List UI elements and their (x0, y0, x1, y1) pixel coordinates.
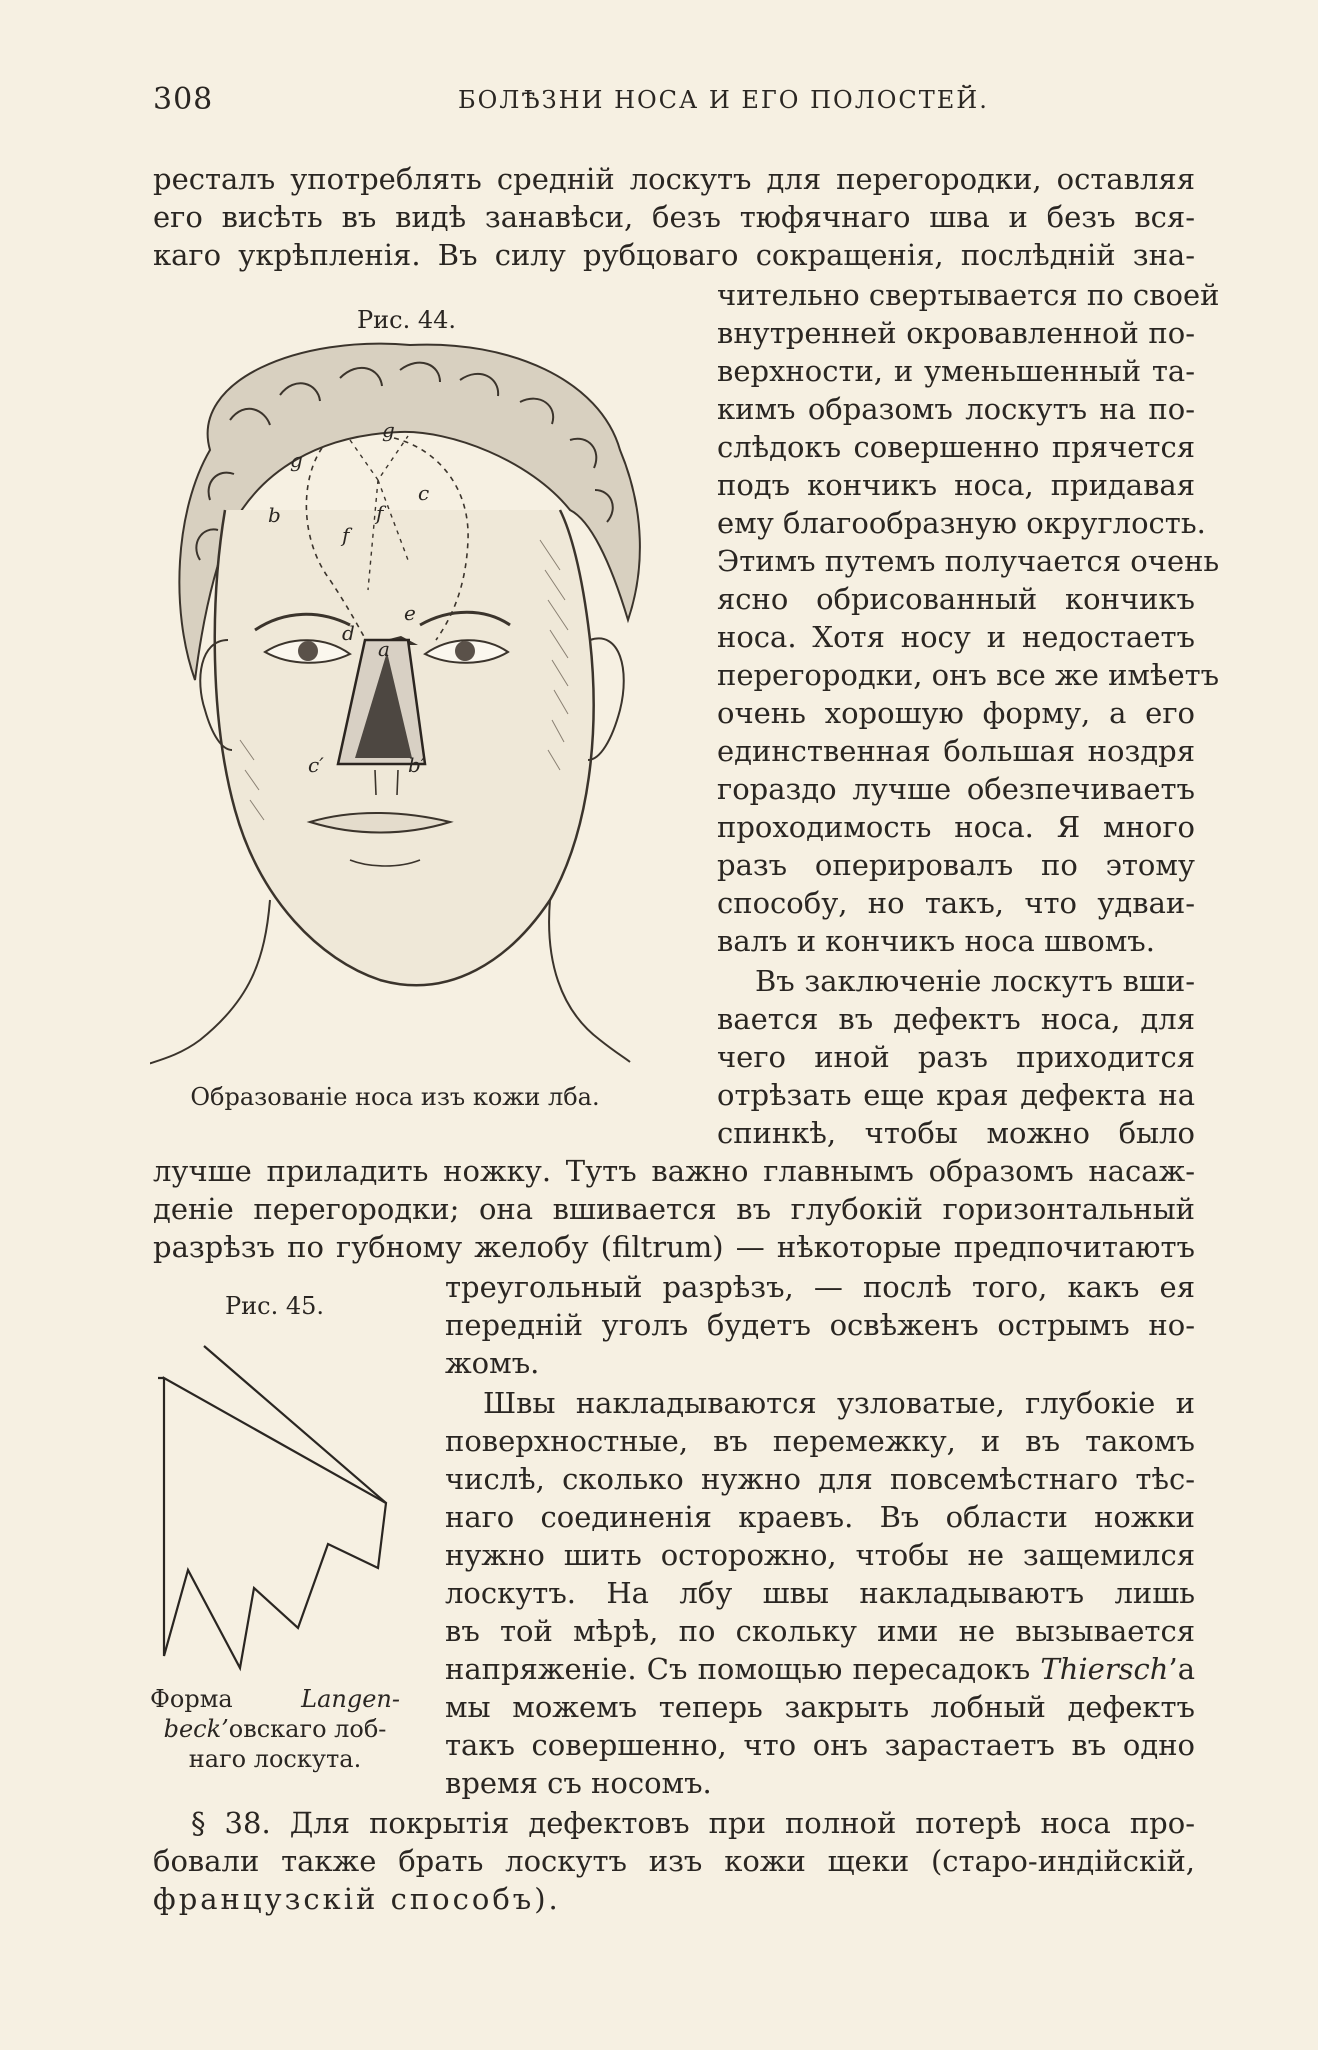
figure-letter: b (268, 503, 281, 527)
text-line: Этимъ путемъ получается очень (717, 544, 1220, 578)
text-line: подъ кончикъ носа, придавая (717, 468, 1195, 502)
text-line: чего иной разъ приходится (717, 1040, 1195, 1074)
figure-45-caption (150, 1684, 400, 1774)
pupil (455, 641, 475, 661)
text-line: такъ совершенно, что онъ зарастаетъ въ одно (445, 1728, 1195, 1762)
text-line: ясно обрисованный кончикъ (717, 582, 1195, 616)
text-line: чительно свертывается по своей (717, 278, 1220, 312)
text-line: единственная большая ноздря (717, 734, 1195, 768)
text-line: способу, но такъ, что удваи- (717, 886, 1195, 920)
text-line: спинкѣ, чтобы можно было (717, 1116, 1195, 1150)
text-line: носа. Хотя носу и недостаетъ (717, 620, 1195, 654)
text-line: бовали также брать лоскутъ изъ кожи щеки (старо-индійскій, (153, 1844, 1195, 1878)
figure-letter: f (376, 501, 384, 525)
text-segment: напряженіе. Съ помощью пересадокъ (445, 1652, 1041, 1686)
figure-44-label: Рис. 44. (357, 306, 457, 334)
caption-text: овскаго лоб- (228, 1715, 387, 1743)
text-line: гораздо лучше обезпечиваетъ (717, 772, 1195, 806)
figure-44-caption: Образованіе носа изъ кожи лба. (190, 1083, 600, 1111)
text-line: отрѣзать еще края дефекта на (717, 1078, 1195, 1112)
text-line: очень хорошую форму, а его (717, 696, 1195, 730)
text-line: проходимость носа. Я много (717, 810, 1195, 844)
text-line: кимъ образомъ лоскутъ на по- (717, 392, 1195, 426)
figure-letter: b′ (408, 753, 426, 777)
page-number: 308 (153, 82, 214, 117)
caption-line (150, 1684, 400, 1714)
flap-shape (158, 1378, 386, 1668)
text-line: ресталъ употреблять средній лоскутъ для перегородки, оставляя (153, 162, 1195, 196)
text-line: числѣ, сколько нужно для повсемѣстнаго тѣс- (445, 1462, 1195, 1496)
text-line: внутренней окровавленной по- (717, 316, 1195, 350)
caption-text: Форма (150, 1685, 302, 1713)
text-line: время съ носомъ. (445, 1766, 712, 1800)
text-line: § 38. Для покрытія дефектовъ при полной потерѣ носа про- (191, 1806, 1195, 1840)
figure-letter: g (290, 448, 303, 472)
text-line: вается въ дефектъ носа, для (717, 1002, 1195, 1036)
text-line: Швы накладываются узловатые, глубокіе и (483, 1386, 1195, 1420)
figure-letter: a (378, 637, 390, 661)
text-line: лоскутъ. На лбу швы накладываютъ лишь (445, 1576, 1195, 1610)
figure-letter: e (404, 601, 416, 625)
text-line: поверхностные, въ перемежку, и въ такомъ (445, 1424, 1195, 1458)
running-title: БОЛѢЗНИ НОСА И ЕГО ПОЛОСТЕЙ. (458, 86, 989, 114)
neck-left (150, 900, 270, 1065)
face-illustration (150, 340, 670, 1070)
text-line: лучше приладить ножку. Тутъ важно главнымъ образомъ насаж- (153, 1154, 1195, 1188)
neck-right (549, 900, 630, 1062)
flap-top-edge (204, 1346, 386, 1503)
text-line: треугольный разрѣзъ, — послѣ того, какъ ея (445, 1270, 1195, 1304)
figure-45-label: Рис. 45. (225, 1292, 325, 1320)
text-line: слѣдокъ совершенно прячется (717, 430, 1195, 464)
figure-letter: c (418, 481, 430, 505)
text-line: въ той мѣрѣ, по скольку ими не вызывается (445, 1614, 1195, 1648)
text-line: жомъ. (445, 1346, 540, 1380)
text-line: перегородки, онъ все же имѣетъ (717, 658, 1220, 692)
figure-letter: c′ (308, 753, 324, 777)
figure-letter: g (382, 418, 395, 442)
caption-line (150, 1714, 400, 1744)
text-line: деніе перегородки; она вшивается въ глубокій горизонтальный (153, 1192, 1195, 1226)
text-line (445, 1650, 1195, 1688)
text-line: разъ оперировалъ по этому (717, 848, 1195, 882)
page-header (153, 82, 1193, 122)
text-line: валъ и кончикъ носа швомъ. (717, 924, 1155, 958)
text-segment: ’а (1168, 1652, 1195, 1686)
text-line: передній уголъ будетъ освѣженъ острымъ но- (445, 1308, 1195, 1342)
caption-line: наго лоскута. (188, 1745, 362, 1773)
author-name: Thiersch (1040, 1652, 1169, 1686)
flap-shape-illustration (150, 1338, 400, 1678)
text-line: французскій способъ). (153, 1882, 561, 1916)
author-name: beck’ (163, 1715, 229, 1743)
author-name: Langen- (301, 1685, 400, 1713)
pupil (298, 641, 318, 661)
text-line: Въ заключеніе лоскутъ вши- (755, 964, 1195, 998)
text-line: ему благообразную округлость. (717, 506, 1206, 540)
text-line: верхности, и уменьшенный та- (717, 354, 1195, 388)
figure-letter: d (342, 621, 355, 645)
text-line: каго укрѣпленія. Въ силу рубцоваго сокращенія, послѣдній зна- (153, 238, 1195, 272)
text-line: нужно шить осторожно, чтобы не защемился (445, 1538, 1195, 1572)
figure-letter: f (342, 523, 350, 547)
text-line: мы можемъ теперь закрыть лобный дефектъ (445, 1690, 1195, 1724)
text-line: наго соединенія краевъ. Въ области ножки (445, 1500, 1195, 1534)
text-line: разрѣзъ по губному желобу (filtrum) — нѣкоторые предпочитаютъ (153, 1230, 1195, 1264)
text-line: его висѣть въ видѣ занавѣси, безъ тюфячнаго шва и безъ вся- (153, 200, 1195, 234)
